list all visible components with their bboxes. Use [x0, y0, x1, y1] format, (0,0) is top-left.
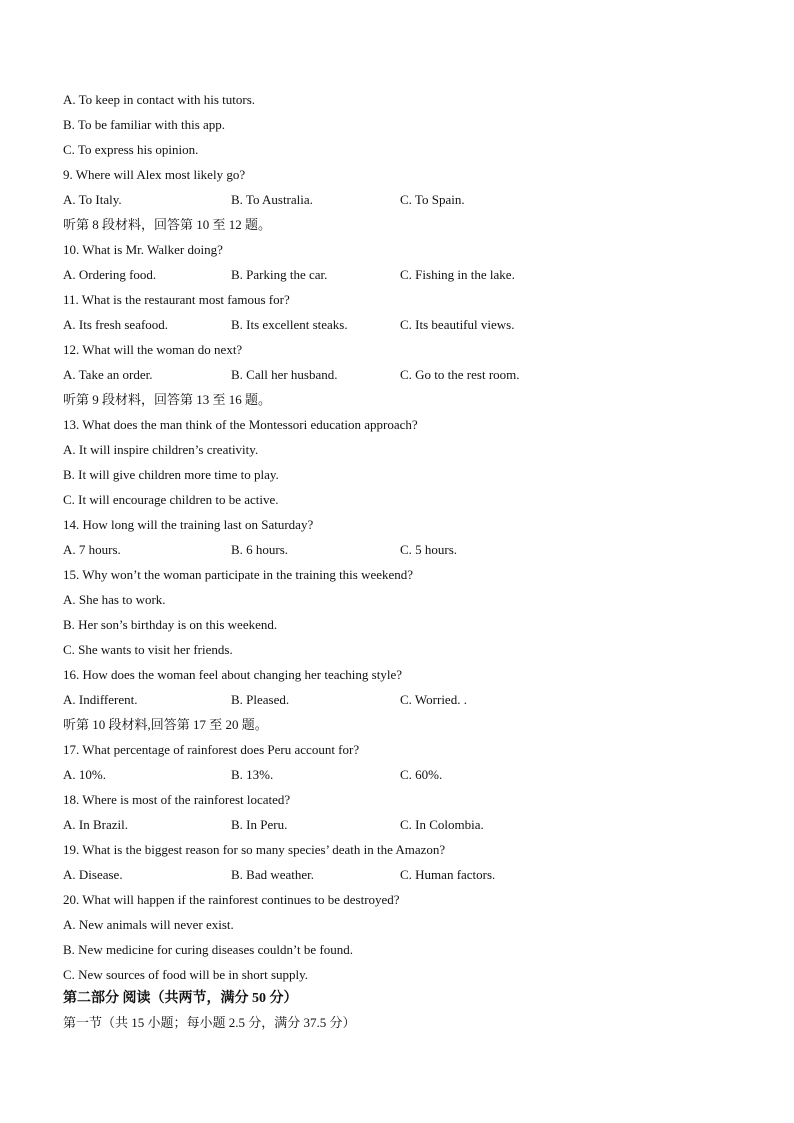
text-line: 15. Why won’t the woman participate in the training this weekend? [63, 567, 414, 582]
text-line: 17. What percentage of rainforest does Peru account for? [63, 742, 360, 757]
option-c: C. 5 hours. [400, 542, 458, 557]
text-line: B. It will give children more time to play. [63, 467, 279, 482]
text-line: A. New animals will never exist. [63, 917, 234, 932]
option-b: B. 13%. [231, 767, 274, 782]
option-a: A. In Brazil. [63, 817, 128, 832]
subsection-title: 第一节（共 15 小题；每小题 2.5 分，满分 37.5 分） [63, 1015, 356, 1030]
text-line: C. New sources of food will be in short supply. [63, 967, 309, 982]
text-line: 听第 10 段材料,回答第 17 至 20 题。 [63, 717, 268, 732]
option-a: A. Its fresh seafood. [63, 317, 169, 332]
text-line: C. To express his opinion. [63, 142, 199, 157]
option-a: A. 7 hours. [63, 542, 121, 557]
text-line: 13. What does the man think of the Montessori education approach? [63, 417, 418, 432]
option-c: C. Fishing in the lake. [400, 267, 515, 282]
options-row [63, 267, 703, 283]
text-line: 16. How does the woman feel about changing her teaching style? [63, 667, 402, 682]
option-c: C. To Spain. [400, 192, 465, 207]
text-line: 12. What will the woman do next? [63, 342, 243, 357]
option-a: A. 10%. [63, 767, 106, 782]
option-c: C. In Colombia. [400, 817, 484, 832]
options-row [63, 692, 703, 708]
option-a: A. To Italy. [63, 192, 122, 207]
option-b: B. Parking the car. [231, 267, 328, 282]
option-b: B. Call her husband. [231, 367, 338, 382]
option-b: B. To Australia. [231, 192, 313, 207]
text-line: B. To be familiar with this app. [63, 117, 226, 132]
text-line: 9. Where will Alex most likely go? [63, 167, 246, 182]
text-line: A. She has to work. [63, 592, 166, 607]
text-line: 10. What is Mr. Walker doing? [63, 242, 223, 257]
text-line: 11. What is the restaurant most famous for? [63, 292, 290, 307]
text-line: 14. How long will the training last on Saturday? [63, 517, 314, 532]
text-line: C. She wants to visit her friends. [63, 642, 233, 657]
text-line: A. To keep in contact with his tutors. [63, 92, 256, 107]
option-c: C. Go to the rest room. [400, 367, 520, 382]
option-b: B. Pleased. [231, 692, 290, 707]
option-b: B. Bad weather. [231, 867, 315, 882]
text-line: 听第 8 段材料，回答第 10 至 12 题。 [63, 217, 272, 232]
option-b: B. 6 hours. [231, 542, 289, 557]
option-a: A. Take an order. [63, 367, 153, 382]
option-a: A. Indifferent. [63, 692, 138, 707]
option-c: C. Worried. . [400, 692, 467, 707]
text-line: 19. What is the biggest reason for so many species’ death in the Amazon? [63, 842, 446, 857]
section-title: 第二部分 阅读（共两节，满分 50 分） [63, 991, 298, 1006]
option-a: A. Disease. [63, 867, 123, 882]
option-a: A. Ordering food. [63, 267, 157, 282]
options-row [63, 542, 703, 558]
text-line: B. New medicine for curing diseases couldn’t be found. [63, 942, 354, 957]
options-row [63, 317, 703, 333]
text-line: 18. Where is most of the rainforest located? [63, 792, 291, 807]
text-line: 听第 9 段材料，回答第 13 至 16 题。 [63, 392, 272, 407]
option-c: C. 60%. [400, 767, 443, 782]
option-c: C. Its beautiful views. [400, 317, 515, 332]
option-b: B. In Peru. [231, 817, 288, 832]
options-row [63, 192, 703, 208]
option-c: C. Human factors. [400, 867, 496, 882]
text-line: C. It will encourage children to be active. [63, 492, 279, 507]
options-row [63, 867, 703, 883]
text-line: 20. What will happen if the rainforest continues to be destroyed? [63, 892, 400, 907]
options-row [63, 767, 703, 783]
option-b: B. Its excellent steaks. [231, 317, 348, 332]
options-row [63, 367, 703, 383]
text-line: B. Her son’s birthday is on this weekend. [63, 617, 278, 632]
text-line: A. It will inspire children’s creativity. [63, 442, 259, 457]
options-row [63, 817, 703, 833]
